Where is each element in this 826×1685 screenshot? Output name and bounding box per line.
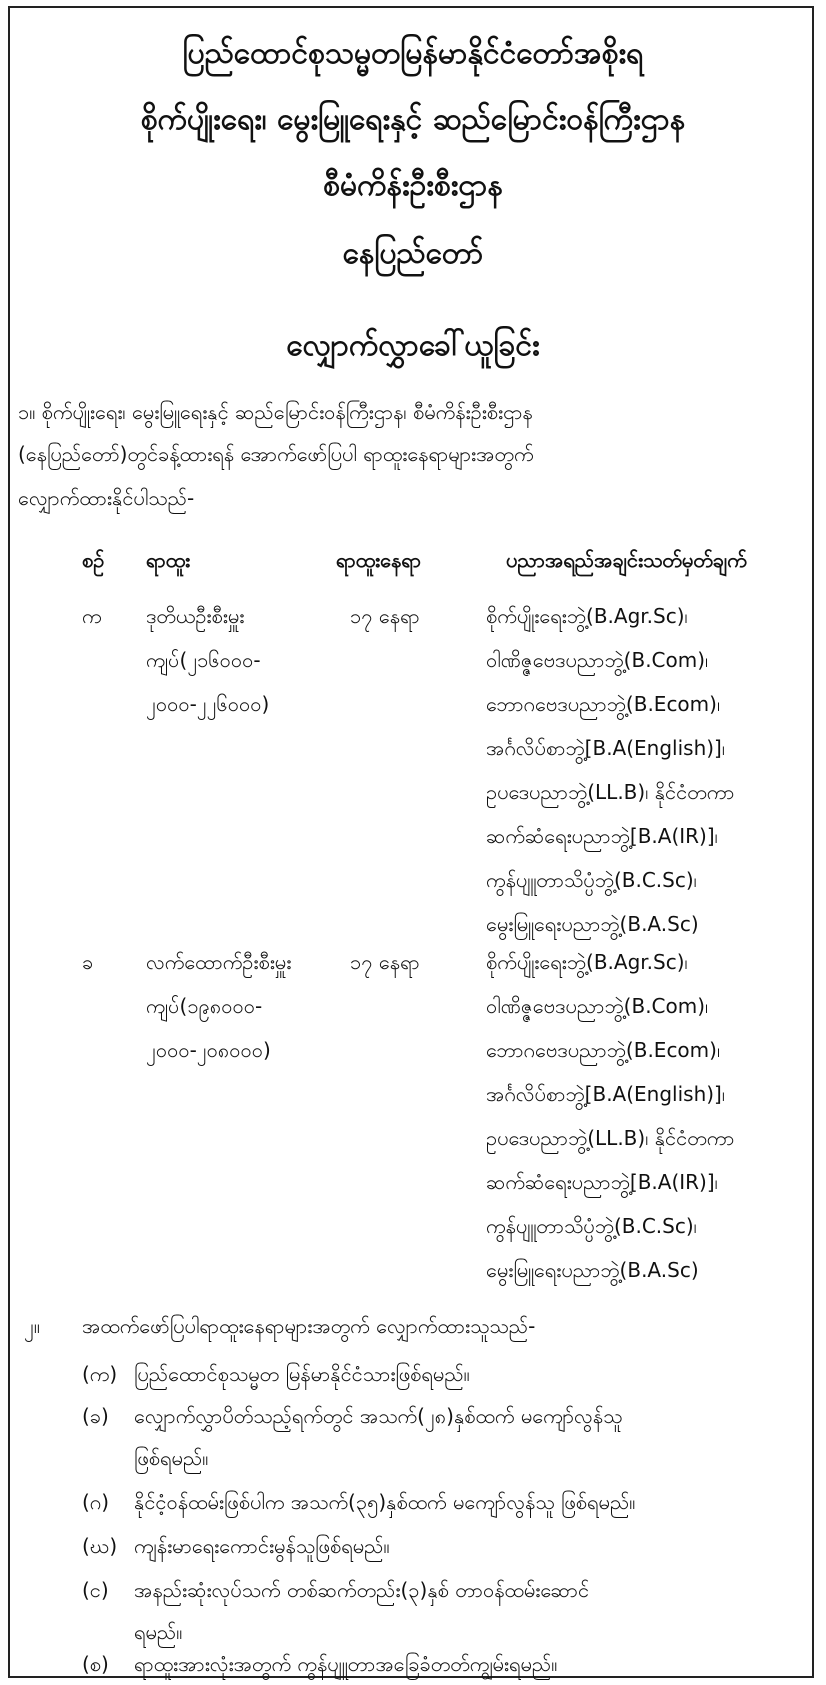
department-heading: စီမံကိန်းဦးစီးဌာန xyxy=(323,168,503,203)
item-text: လျှောက်လွှာပိတ်သည့်ရက်တွင် အသက်(၂၈)နှစ်ထက် မကျော်လွန်သူ xyxy=(134,1404,623,1428)
qualification-line: မွေးမြူရေးပညာဘွဲ့(B.A.Sc) xyxy=(486,912,699,936)
qualification-line: ဥပဒေပညာဘွဲ့(LL.B)၊ နိုင်ငံတကာ xyxy=(486,1126,735,1150)
item-label: (စ) xyxy=(82,1652,109,1676)
intro-line-2: (နေပြည်တော်)တွင်ခန့်ထားရန် အောက်ဖော်ပြပါ ရာထူးနေရာများအတွက် xyxy=(18,442,534,466)
qualification-line: ဝါဏိဇ္ဇဗေဒပညာဘွဲ့(B.Com)၊ xyxy=(486,994,709,1018)
qualification-line: စိုက်ပျိုးရေးဘွဲ့(B.Agr.Sc)၊ xyxy=(486,950,688,974)
row1-vacancies: ၁၇ နေရာ xyxy=(350,604,420,628)
item-label: (င) xyxy=(82,1578,109,1602)
location-heading: နေပြည်တော် xyxy=(342,236,484,271)
section2-intro: အထက်ဖော်ပြပါရာထူးနေရာများအတွက် လျှောက်ထားသူသည်- xyxy=(82,1314,536,1338)
qualification-line: ဘောဂဗေဒပညာဘွဲ့(B.Ecom)၊ xyxy=(486,1038,721,1062)
row1-qualifications xyxy=(486,594,735,946)
govt-name-heading: ပြည်ထောင်စုသမ္မတမြန်မာနိုင်ငံတော်အစိုးရ xyxy=(182,36,644,71)
item-label: (ဃ) xyxy=(82,1534,118,1558)
qualification-line: ဝါဏိဇ္ဇဗေဒပညာဘွဲ့(B.Com)၊ xyxy=(486,648,709,672)
intro-line-3: လျှောက်ထားနိုင်ပါသည်- xyxy=(18,486,195,510)
qualification-line: ဆက်ဆံရေးပညာဘွဲ့[B.A(IR)]၊ xyxy=(486,824,718,848)
section2-number: ၂။ xyxy=(24,1314,40,1338)
position-line: လက်ထောက်ဦးစီးမှူး xyxy=(146,950,292,974)
qualification-line: ဘောဂဗေဒပညာဘွဲ့(B.Ecom)၊ xyxy=(486,692,721,716)
item-text-continued: ဖြစ်ရမည်။ xyxy=(134,1446,209,1470)
qualification-line: ကွန်ပျူတာသိပ္ပံဘွဲ့(B.C.Sc)၊ xyxy=(486,1214,697,1238)
item-label: (ဂ) xyxy=(82,1490,110,1514)
ministry-heading: စိုက်ပျိုးရေး၊ မွေးမြူရေးနှင့် ဆည်မြောင်းဝန်ကြီးဌာန xyxy=(140,102,686,137)
qualification-line: ဥပဒေပညာဘွဲ့(LL.B)၊ နိုင်ငံတကာ xyxy=(486,780,735,804)
qualification-line: အင်္ဂလိပ်စာဘွဲ့[B.A(English)]၊ xyxy=(486,736,726,760)
position-line: ဒုတိယဦးစီးမှူး xyxy=(146,604,245,628)
row2-qualifications xyxy=(486,940,735,1292)
item-text: အနည်းဆုံးလုပ်သက် တစ်ဆက်တည်း(၃)နှစ် တာဝန်ထမ်းဆောင် xyxy=(134,1578,590,1602)
page-title: လျှောက်လွှာခေါ်ယူခြင်း xyxy=(286,328,540,363)
intro-line-1: ၁။ စိုက်ပျိုးရေး၊ မွေးမြူရေးနှင့် ဆည်မြောင်းဝန်ကြီးဌာန၊ စီမံကိန်းဦးစီးဌာန xyxy=(18,400,533,424)
position-line: ကျပ်(၂၁၆၀၀၀- xyxy=(146,648,261,672)
col-header-position: ရာထူး xyxy=(146,548,191,572)
col-header-vacancies: ရာထူးနေရာ xyxy=(336,548,422,572)
position-line: ၂၀၀၀-၂၂၆၀၀၀) xyxy=(146,692,270,716)
position-line: ၂၀၀၀-၂၀၈၀၀၀) xyxy=(146,1038,271,1062)
position-line: ကျပ်(၁၉၈၀၀၀- xyxy=(146,994,263,1018)
item-label: (ခ) xyxy=(82,1404,109,1428)
item-text: ရာထူးအားလုံးအတွက် ကွန်ပျူတာအခြေခံတတ်ကျွမ်းရမည်။ xyxy=(134,1652,558,1676)
item-text: ကျန်းမာရေးကောင်းမွန်သူဖြစ်ရမည်။ xyxy=(134,1534,390,1558)
row2-vacancies: ၁၇ နေရာ xyxy=(350,950,420,974)
qualification-line: ကွန်ပျူတာသိပ္ပံဘွဲ့(B.C.Sc)၊ xyxy=(486,868,697,892)
row2-no: ခ xyxy=(82,950,94,974)
item-label: (က) xyxy=(82,1362,118,1386)
row1-position xyxy=(146,594,269,726)
qualification-line: ဆက်ဆံရေးပညာဘွဲ့[B.A(IR)]၊ xyxy=(486,1170,718,1194)
item-text: နိုင်ငံ့ဝန်ထမ်းဖြစ်ပါက အသက်(၃၅)နှစ်ထက် မကျော်လွန်သူ ဖြစ်ရမည်။ xyxy=(134,1490,636,1514)
qualification-line: စိုက်ပျိုးရေးဘွဲ့(B.Agr.Sc)၊ xyxy=(486,604,688,628)
row1-no: က xyxy=(82,604,102,628)
qualification-line: အင်္ဂလိပ်စာဘွဲ့[B.A(English)]၊ xyxy=(486,1082,726,1106)
item-text-continued: ရမည်။ xyxy=(134,1620,183,1644)
qualification-line: မွေးမြူရေးပညာဘွဲ့(B.A.Sc) xyxy=(486,1258,699,1282)
col-header-no: စဉ် xyxy=(82,548,105,572)
col-header-qualification: ပညာအရည်အချင်းသတ်မှတ်ချက် xyxy=(506,548,747,572)
row2-position xyxy=(146,940,291,1072)
item-text: ပြည်ထောင်စုသမ္မတ မြန်မာနိုင်ငံသားဖြစ်ရမည်။ xyxy=(134,1362,470,1386)
